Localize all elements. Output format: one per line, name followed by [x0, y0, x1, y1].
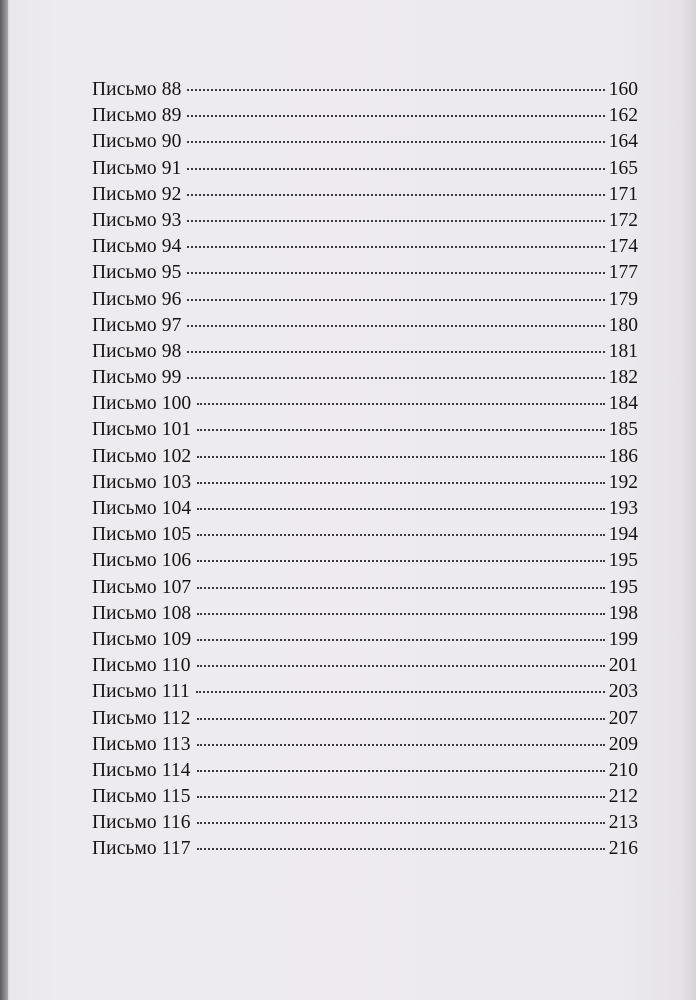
toc-entry-page-number: 192 — [608, 471, 638, 493]
toc-entry-label: Письмо 93 — [92, 209, 182, 231]
dot-leader — [187, 245, 604, 248]
toc-entry — [92, 836, 638, 862]
toc-entry-page-number: 181 — [608, 340, 638, 362]
dot-leader — [187, 140, 604, 143]
toc-entry-page-number: 164 — [608, 131, 638, 153]
toc-entry-label: Письмо 98 — [92, 340, 182, 362]
toc-entry — [92, 365, 638, 391]
dot-leader — [197, 847, 605, 850]
dot-leader — [197, 455, 604, 458]
toc-entry-label: Письмо 113 — [92, 733, 191, 755]
dot-leader — [197, 481, 604, 484]
toc-entry-page-number: 177 — [608, 262, 638, 284]
toc-entry-label: Письмо 97 — [92, 314, 182, 336]
toc-entry-label: Письмо 95 — [92, 262, 182, 284]
dot-leader — [187, 298, 604, 301]
toc-entry-page-number: 216 — [608, 838, 638, 860]
toc-entry — [92, 208, 638, 234]
toc-entry-page-number: 195 — [608, 550, 638, 572]
toc-entry-label: Письмо 107 — [92, 576, 192, 598]
dot-leader — [197, 586, 604, 589]
toc-entry-page-number: 207 — [608, 707, 638, 729]
toc-entry-label: Письмо 105 — [92, 524, 192, 546]
toc-entry-page-number: 182 — [608, 367, 638, 389]
toc-entry-label: Письмо 94 — [92, 236, 182, 258]
toc-entry — [92, 417, 638, 443]
toc-entry — [92, 810, 638, 836]
toc-entry-page-number: 199 — [608, 628, 638, 650]
dot-leader — [187, 324, 604, 327]
toc-entry — [92, 182, 638, 208]
dot-leader — [197, 533, 604, 536]
toc-entry-page-number: 172 — [608, 209, 638, 231]
dot-leader — [197, 402, 604, 405]
dot-leader — [197, 717, 605, 720]
toc-entry-page-number: 165 — [608, 157, 638, 179]
toc-entry-label: Письмо 117 — [92, 838, 191, 860]
toc-entry-label: Письмо 89 — [92, 105, 182, 127]
toc-entry-label: Письмо 103 — [92, 471, 192, 493]
dot-leader — [197, 428, 604, 431]
toc-entry-label: Письмо 91 — [92, 157, 182, 179]
toc-entry — [92, 339, 638, 365]
toc-entry-page-number: 203 — [608, 681, 638, 703]
toc-entry-page-number: 186 — [608, 445, 638, 467]
toc-entry-page-number: 195 — [608, 576, 638, 598]
toc-entry-label: Письмо 108 — [92, 602, 192, 624]
toc-entry — [92, 129, 638, 155]
toc-entry-page-number: 209 — [608, 733, 638, 755]
toc-entry — [92, 575, 638, 601]
dot-leader — [197, 769, 605, 772]
dot-leader — [197, 612, 604, 615]
dot-leader — [187, 271, 604, 274]
toc-entry-label: Письмо 101 — [92, 419, 192, 441]
toc-entry-label: Письмо 116 — [92, 812, 191, 834]
toc-entry — [92, 732, 638, 758]
toc-entry-page-number: 179 — [608, 288, 638, 310]
toc-entry — [92, 758, 638, 784]
dot-leader — [187, 193, 604, 196]
toc-entry-label: Письмо 88 — [92, 79, 182, 100]
toc-entry-label: Письмо 99 — [92, 367, 182, 389]
toc-entry-label: Письмо 109 — [92, 628, 192, 650]
toc-entry — [92, 156, 638, 182]
toc-entry — [92, 653, 638, 679]
dot-leader — [197, 507, 604, 510]
toc-entry — [92, 679, 638, 705]
toc-entry-label: Письмо 92 — [92, 183, 182, 205]
page-binding-edge — [0, 0, 8, 1000]
dot-leader — [187, 350, 604, 353]
toc-entry-page-number: 160 — [608, 79, 638, 100]
dot-leader — [187, 167, 604, 170]
toc-entry — [92, 260, 638, 286]
toc-entry-label: Письмо 102 — [92, 445, 192, 467]
toc-entry — [92, 234, 638, 260]
toc-entry-label: Письмо 100 — [92, 393, 192, 415]
toc-entry — [92, 706, 638, 732]
toc-entry — [92, 784, 638, 810]
toc-entry-label: Письмо 90 — [92, 131, 182, 153]
toc-entry-label: Письмо 104 — [92, 498, 192, 519]
toc-entry — [92, 548, 638, 574]
toc-entry-label: Письмо 110 — [92, 655, 191, 677]
toc-entry — [92, 496, 638, 522]
toc-entry-page-number: 201 — [608, 655, 638, 677]
toc-entry-label: Письмо 106 — [92, 550, 192, 572]
toc-entry-label: Письмо 112 — [92, 707, 191, 729]
toc-entry — [92, 391, 638, 417]
toc-entry — [92, 103, 638, 129]
toc-entry-page-number: 184 — [608, 393, 638, 415]
toc-entry-page-number: 213 — [608, 812, 638, 834]
toc-entry-page-number: 171 — [608, 183, 638, 205]
dot-leader — [197, 559, 604, 562]
toc-entry-label: Письмо 96 — [92, 288, 182, 310]
toc-entry-label: Письмо 115 — [92, 786, 191, 808]
toc-entry — [92, 287, 638, 313]
toc-entry-page-number: 198 — [608, 602, 638, 624]
toc-entry-page-number: 193 — [608, 498, 638, 519]
toc-entry — [92, 601, 638, 627]
toc-entry — [92, 77, 638, 103]
dot-leader — [197, 743, 605, 746]
toc-entry — [92, 522, 638, 548]
toc-entry-page-number: 210 — [608, 759, 638, 781]
toc-entry-page-number: 194 — [608, 524, 638, 546]
dot-leader — [197, 664, 605, 667]
toc-entry-page-number: 180 — [608, 314, 638, 336]
toc-entry-label: Письмо 114 — [92, 759, 191, 781]
dot-leader — [187, 376, 604, 379]
toc-entry — [92, 627, 638, 653]
dot-leader — [187, 114, 604, 117]
table-of-contents — [92, 77, 638, 863]
dot-leader — [197, 821, 605, 824]
dot-leader — [187, 88, 604, 91]
dot-leader — [197, 638, 604, 641]
toc-entry — [92, 470, 638, 496]
dot-leader — [197, 795, 605, 798]
toc-entry-page-number: 162 — [608, 105, 638, 127]
toc-entry-page-number: 174 — [608, 236, 638, 258]
toc-entry — [92, 444, 638, 470]
dot-leader — [187, 219, 604, 222]
toc-entry-label: Письмо 111 — [92, 681, 190, 703]
toc-entry-page-number: 185 — [608, 419, 638, 441]
toc-entry-page-number: 212 — [608, 786, 638, 808]
dot-leader — [196, 690, 605, 693]
toc-entry — [92, 313, 638, 339]
